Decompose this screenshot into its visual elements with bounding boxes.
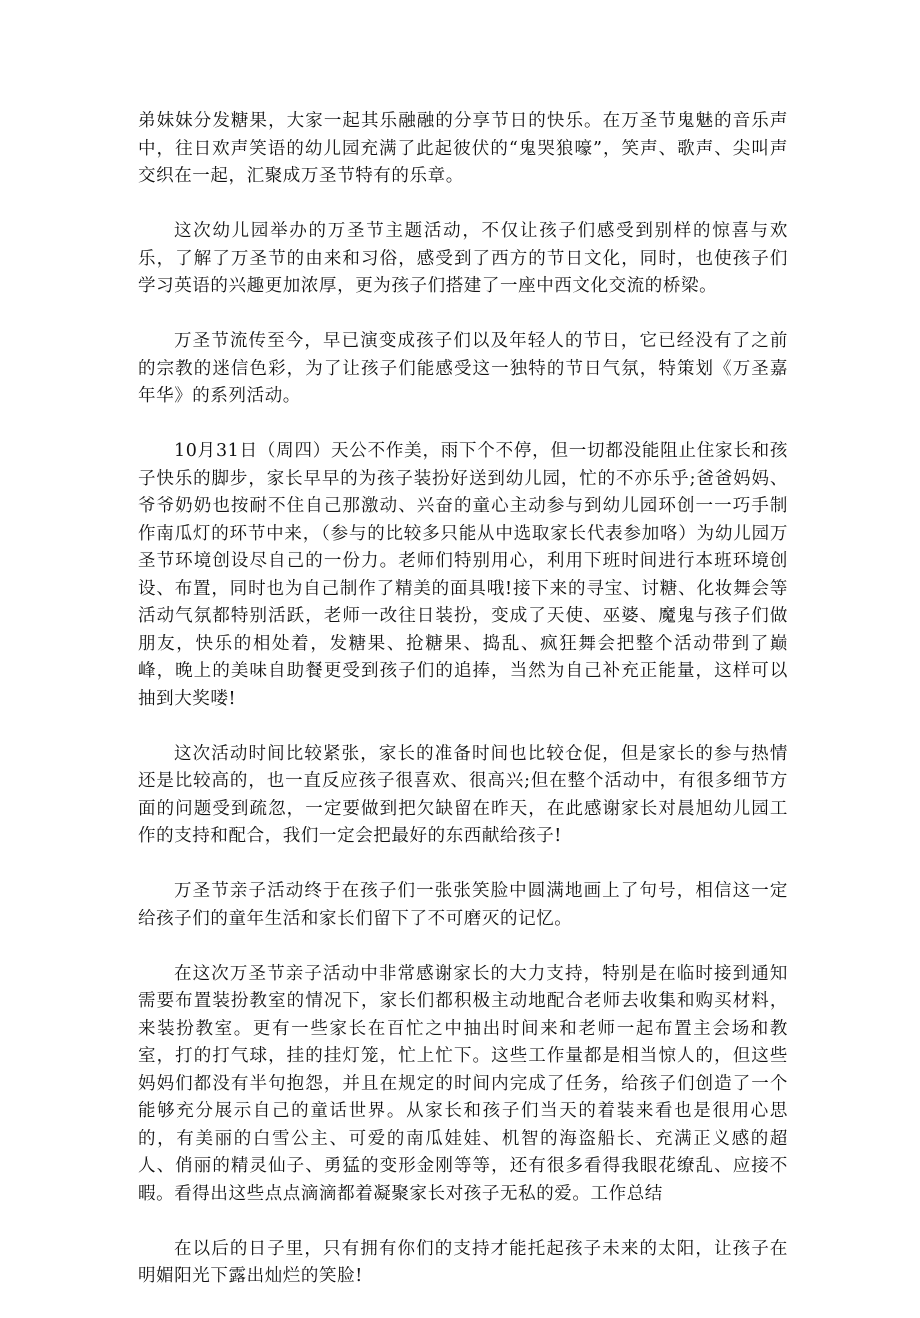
paragraph: 在以后的日子里，只有拥有你们的支持才能托起孩子未来的太阳，让孩子在明媚阳光下露出灿烂的笑脸! [138,1238,788,1286]
paragraph: 在这次万圣节亲子活动中非常感谢家长的大力支持，特别是在临时接到通知需要布置装扮教室的情况下，家长们都积极主动地配合老师去收集和购买材料，来装扮教室。更有一些家长在百忙之中抽出时间来和老师一起布置主会场和教室，打的打气球，挂的挂灯笼，忙上忙下。这些工作量都是相当惊人的，但这些妈妈们都没有半句抱怨，并且在规定的时间内完成了任务，给孩子们创造了一个能够充分展示自己的童话世界。从家长和孩子们当天的着装来看也是很用心思的，有美丽的白雪公主、可爱的南瓜娃娃、机智的海盗船长、充满正义感的超人、俏丽的精灵仙子、勇猛的变形金刚等等，还有很多看得我眼花缭乱、应接不暇。看得出这些点点滴滴都着凝聚家长对孩子无私的爱。工作总结 [138,963,788,1204]
paragraph: 这次活动时间比较紧张，家长的准备时间也比较仓促，但是家长的参与热情还是比较高的，也一直反应孩子很喜欢、很高兴;但在整个活动中，有很多细节方面的问题受到疏忽，一定要做到把欠缺留在昨天，在此感谢家长对晨旭幼儿园工作的支持和配合，我们一定会把最好的东西献给孩子! [138,743,788,846]
paragraph-continued: 弟妹妹分发糖果，大家一起其乐融融的分享节日的快乐。在万圣节鬼魅的音乐声中，往日欢声笑语的幼儿园充满了此起彼伏的“鬼哭狼嚎”，笑声、歌声、尖叫声交织在一起，汇聚成万圣节特有的乐章。 [138,111,788,186]
paragraph: 10月31日（周四）天公不作美，雨下个不停，但一切都没能阻止住家长和孩子快乐的脚步，家长早早的为孩子装扮好送到幼儿园，忙的不亦乐乎;爸爸妈妈、爷爷奶奶也按耐不住自己那激动、兴奋的童心主动参与到幼儿园环创一一巧手制作南瓜灯的环节中来，（参与的比较多只能从中选取家长代表参加咯）为幼儿园万圣节环境创设尽自己的一份力。老师们特别用心，利用下班时间进行本班环境创设、布置，同时也为自己制作了精美的面具哦!接下来的寻宝、讨糖、化妆舞会等活动气氛都特别活跃，老师一改往日装扮，变成了天使、巫婆、魔鬼与孩子们做朋友，快乐的相处着，发糖果、抢糖果、捣乱、疯狂舞会把整个活动带到了巅峰，晚上的美味自助餐更受到孩子们的追捧，当然为自己补充正能量，这样可以抽到大奖喽! [138,441,788,709]
document-body [138,108,788,1318]
paragraph: 这次幼儿园举办的万圣节主题活动，不仅让孩子们感受到别样的惊喜与欢乐，了解了万圣节的由来和习俗，感受到了西方的节日文化，同时，也使孩子们学习英语的兴趣更加浓厚，更为孩子们搭建了一座中西文化交流的桥梁。 [138,221,788,296]
paragraph: 万圣节流传至今，早已演变成孩子们以及年轻人的节日，它已经没有了之前的宗教的迷信色彩，为了让孩子们能感受这一独特的节日气氛，特策划《万圣嘉年华》的系列活动。 [138,331,788,406]
paragraph: 万圣节亲子活动终于在孩子们一张张笑脸中圆满地画上了句号，相信这一定给孩子们的童年生活和家长们留下了不可磨灭的记忆。 [138,881,788,929]
